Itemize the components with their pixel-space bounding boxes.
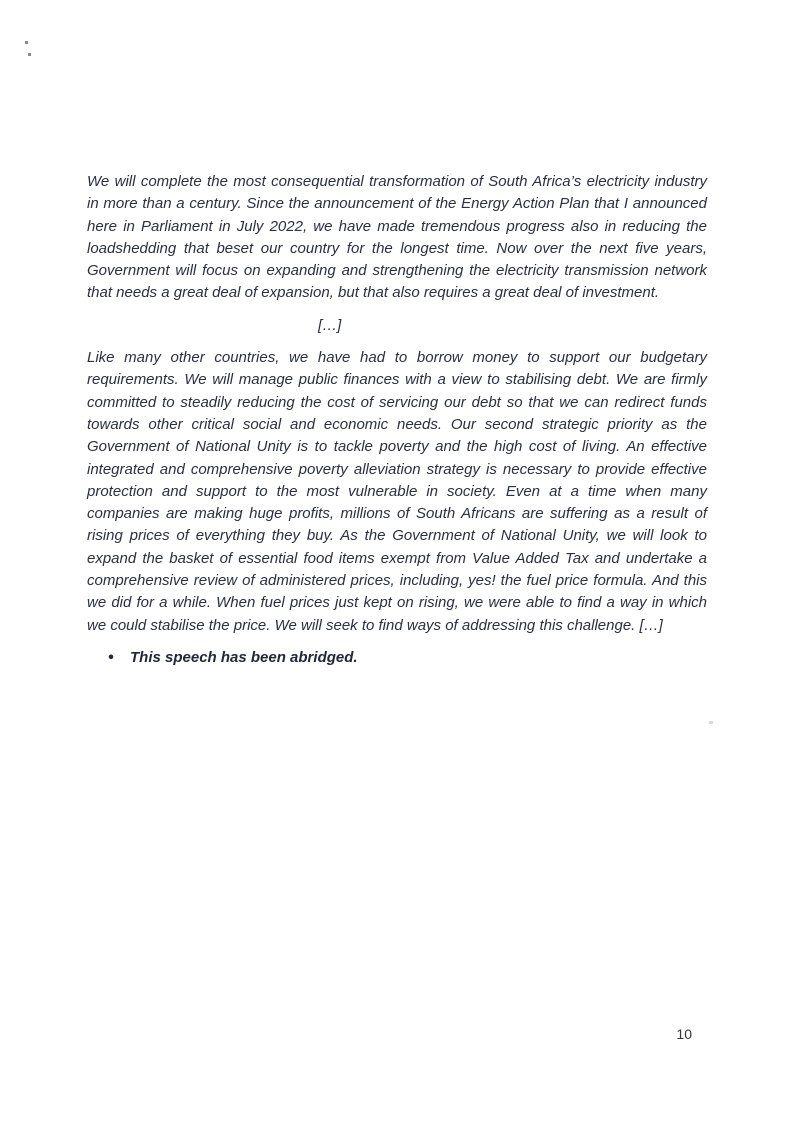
page-content <box>87 171 707 669</box>
paragraph-budget-poverty: Like many other countries, we have had to borrow money to support our budgetary requirements. We will manage public finances with a view to stabilising debt. We are firmly committed to steadily reducing the cost of servicing our debt so that we can redirect funds towards other critical social and economic needs. Our second strategic priority as the Government of National Unity is to tackle poverty and the high cost of living. An effective integrated and comprehensive poverty alleviation strategy is necessary to provide effective protection and support to the most vulnerable in society. Even at a time when many companies are making huge profits, millions of South Africans are suffering as a result of rising prices of everything they buy. As the Government of National Unity, we will look to expand the basket of essential food items exempt from Value Added Tax and undertake a comprehensive review of administered prices, including, yes! the fuel price formula. And this we did for a while. When fuel prices just kept on rising, we were able to find a way in which we could stabilise the price. We will seek to find ways of addressing this challenge. […] <box>87 349 707 634</box>
scan-artifact-dot <box>25 41 28 44</box>
bullet-speech-abridged: • This speech has been abridged. <box>87 647 707 669</box>
page-number: 10 <box>676 1026 692 1042</box>
scan-artifact-dot <box>28 53 31 56</box>
bullet-list <box>87 647 707 669</box>
scan-artifact-mark <box>709 721 713 724</box>
paragraph-electricity-transformation: We will complete the most consequential transformation of South Africa’s electricity industry in more than a century. Since the announcement of the Energy Action Plan that I announced here in Parliament in July 2022, we have made tremendous progress also in reducing the loadshedding that beset our country for the longest time. Now over the next five years, Government will focus on expanding and strengthening the electricity transmission network that needs a great deal of expansion, but that also requires a great deal of investment. <box>87 173 707 302</box>
omission-marker: […] <box>318 316 342 334</box>
